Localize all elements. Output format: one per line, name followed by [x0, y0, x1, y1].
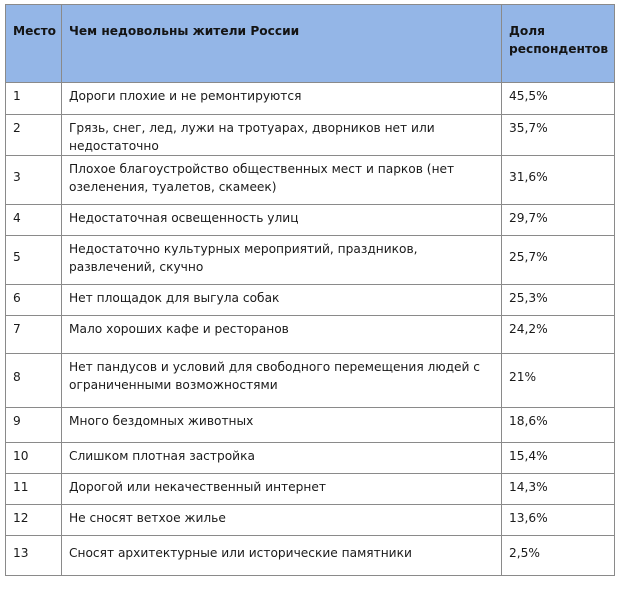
cell-share: 35,7%: [502, 115, 615, 156]
cell-rank: 4: [6, 205, 62, 236]
table-row: [6, 354, 615, 408]
cell-issue: Дорогой или некачественный интернет: [62, 474, 502, 505]
cell-share: 25,3%: [502, 285, 615, 316]
cell-issue: Грязь, снег, лед, лужи на тротуарах, дворников нет или недостаточно: [62, 115, 502, 156]
table-row: [6, 285, 615, 316]
table-header: [6, 5, 615, 83]
table-row: [6, 115, 615, 156]
cell-issue: Нет площадок для выгула собак: [62, 285, 502, 316]
cell-share: 45,5%: [502, 83, 615, 115]
cell-share: 18,6%: [502, 408, 615, 443]
cell-rank: 8: [6, 354, 62, 408]
cell-rank: 11: [6, 474, 62, 505]
table-row: [6, 536, 615, 576]
cell-rank: 2: [6, 115, 62, 156]
cell-issue: Плохое благоустройство общественных мест и парков (нет озеленения, туалетов, скамеек): [62, 156, 502, 205]
cell-share: 15,4%: [502, 443, 615, 474]
cell-rank: 9: [6, 408, 62, 443]
header-share: Доля респондентов: [502, 5, 615, 83]
cell-issue: Недостаточная освещенность улиц: [62, 205, 502, 236]
cell-rank: 7: [6, 316, 62, 354]
table-row: [6, 156, 615, 205]
cell-issue: Не сносят ветхое жилье: [62, 505, 502, 536]
cell-issue: Сносят архитектурные или исторические памятники: [62, 536, 502, 576]
table-row: [6, 408, 615, 443]
table-row: [6, 205, 615, 236]
cell-rank: 6: [6, 285, 62, 316]
table-row: [6, 505, 615, 536]
cell-issue: Много бездомных животных: [62, 408, 502, 443]
cell-rank: 10: [6, 443, 62, 474]
header-issue: Чем недовольны жители России: [62, 5, 502, 83]
cell-rank: 12: [6, 505, 62, 536]
cell-share: 13,6%: [502, 505, 615, 536]
header-rank: Место: [6, 5, 62, 83]
cell-share: 29,7%: [502, 205, 615, 236]
survey-table: [5, 4, 615, 576]
cell-rank: 1: [6, 83, 62, 115]
cell-rank: 13: [6, 536, 62, 576]
cell-issue: Нет пандусов и условий для свободного перемещения людей с ограниченными возможностями: [62, 354, 502, 408]
cell-issue: Мало хороших кафе и ресторанов: [62, 316, 502, 354]
cell-share: 24,2%: [502, 316, 615, 354]
table-row: [6, 316, 615, 354]
cell-issue: Недостаточно культурных мероприятий, праздников, развлечений, скучно: [62, 236, 502, 285]
cell-rank: 5: [6, 236, 62, 285]
table-row: [6, 474, 615, 505]
cell-issue: Дороги плохие и не ремонтируются: [62, 83, 502, 115]
table-row: [6, 83, 615, 115]
header-row: [6, 5, 615, 83]
cell-issue: Слишком плотная застройка: [62, 443, 502, 474]
table-row: [6, 236, 615, 285]
table-body: [6, 83, 615, 576]
cell-share: 14,3%: [502, 474, 615, 505]
cell-share: 2,5%: [502, 536, 615, 576]
table-row: [6, 443, 615, 474]
cell-rank: 3: [6, 156, 62, 205]
cell-share: 31,6%: [502, 156, 615, 205]
cell-share: 21%: [502, 354, 615, 408]
cell-share: 25,7%: [502, 236, 615, 285]
